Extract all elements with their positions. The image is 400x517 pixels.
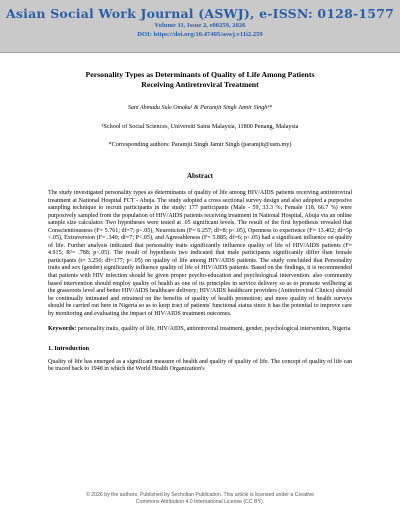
author-affiliation: ¹School of Social Sciences, Universiti Sains Malaysia, 11800 Penang, Malaysia [101,123,299,130]
journal-header [0,0,400,53]
paper-title-line2: Receiving Antiretroviral Treatment [141,80,259,89]
license-line2[interactable]: Commons Attribution 4.0 International License (CC BY). [135,499,265,505]
journal-volume: Volume 11, Issue 2, e00259, 2026 [154,22,246,29]
section-heading-introduction: 1. Introduction [48,344,90,352]
paper-title [48,70,352,90]
keywords [48,326,352,334]
abstract-heading: Abstract [186,172,214,180]
journal-title: Asian Social Work Journal (ASWJ), e-ISSN: 0128-1577 [5,6,394,21]
license-footer [0,492,400,506]
abstract-text: The study investigated personality types as determinants of quality of life among HIV/AIDS patients receiving antiretroviral treatment at National Hospital FCT - Abuja. The study adopted a cross sectional survey design and also adopted a purposive sampling technique to recruit participants in the study: 177 participants (Male - 59, 33.3 %; Female 118, 66.7 %) were purposively sampled from the population of HIV/AIDS patients receiving treatment in National Hospital, Abuja via an online sample size calculator. Two hypotheses were tested at .05 significant levels. The result of the first hypothesis revealed that Conscientiousness (F= 5.761; df=7; p<.05), Neuroticism (F= 6.257; df=8; p<.05), Openness to experience (F= 13.402; df=5p <.05), Extraversion (F= .340; df=7; P<.05), and Agreeableness (F= 5.885; df=6; p<.05) had a significant influence on quality of life. Further analysis indicated that personality traits significantly influence quality of life of HIV/AIDS patients (F= 4.915; R²= .788; p<.05). The result of hypothesis two indicated that male participants significantly differ than female participants (t= 3.256; df=177; p<.05) on quality of life among HIV/AIDS patients. The study concluded that Personality traits and sex (gender) significantly influence quality of life of HIV/AIDS patients. Based on the findings, it is recommended that patients with HIV infection should be given proper psycho-education and psychological intervention. also community based intervention should employ quality of health as one of its principles in service delivery so as to promote wellbeing at the grassroots level and better HIV/AIDS healthcare delivery; HIV/AIDS healthcare providers (Antiretroviral Clinics) should be continually intimated and retrained on the benefits of quality of health promotion; and more quality of health surveys should be carried out here in Nigeria so as to keep tract of patients' functional status since it has the potential to improve care by monitoring and evaluating the impact of HIV/AIDS treatment outcomes. [48,190,352,317]
license-line1: © 2026 by the authors. Published by Secholian Publication. This article is licensed under a Creative [85,492,315,498]
keywords-text: personality traits, quality of life, HIV/AIDS, antiretroviral treatment, gender, psychological intervention, Nigeria [76,326,351,333]
corresponding-author: *Corresponding authors: Paramjit Singh Jamir Singh (paramjit@usm.my) [108,141,292,148]
keywords-label: Keywords: [48,326,77,333]
paper-content [48,60,352,374]
paper-title-line1: Personality Types as Determinants of Quality of Life Among Patients [85,70,315,79]
introduction-text: Quality of life has emerged as a significant measure of health and quality of quality of life. The concept of quality of life can be traced back to 1948 in which the World Health Organization's [48,358,352,373]
journal-doi-link[interactable]: DOI: https://doi.org/10.47405/aswj.v11i2.259 [137,31,263,38]
paper-authors: Sani Ahmadu Sule Omaku¹ & Paramjit Singh Jamir Singh¹* [127,105,273,111]
